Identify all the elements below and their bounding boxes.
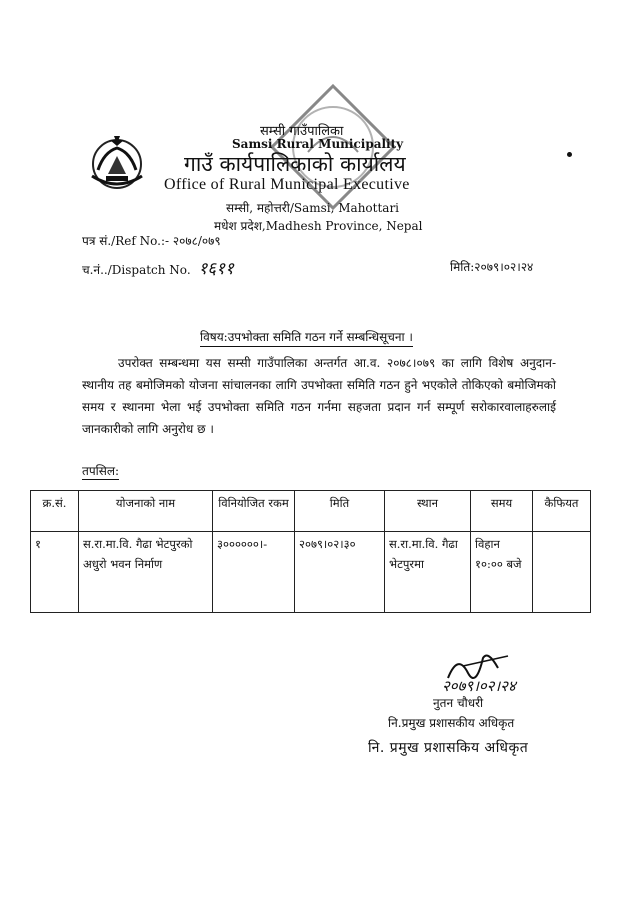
ref-value: २०७८/०७९ xyxy=(172,234,221,248)
designation-stamp: नि. प्रमुख प्रशासकिय अधिकृत xyxy=(368,740,529,756)
letter-subject: विषय:उपभोक्ता समिति गठन गर्ने सम्बन्धिसूचना । xyxy=(200,328,413,347)
punch-hole-mark xyxy=(567,152,572,157)
signature-date: २०७९।०२।२४ xyxy=(442,677,516,695)
signatory-name: नुतन चौधरी xyxy=(433,696,484,710)
col-header-date: मिति xyxy=(295,491,385,532)
col-header-place: स्थान xyxy=(385,491,471,532)
signatory-title: नि.प्रमुख प्रशासकीय अधिकृत xyxy=(388,716,515,730)
letter-date xyxy=(450,258,533,275)
schedule-table xyxy=(30,490,591,613)
col-header-amount: विनियोजित रकम xyxy=(213,491,295,532)
table-row xyxy=(31,532,591,613)
cell-serial: १ xyxy=(31,532,79,613)
col-header-time: समय xyxy=(471,491,533,532)
reference-number xyxy=(82,232,221,249)
cell-remarks xyxy=(533,532,591,613)
cell-amount: ३००००००।- xyxy=(213,532,295,613)
address-line-2: मधेश प्रदेश,Madhesh Province, Nepal xyxy=(214,219,423,233)
dispatch-label: च.नं../Dispatch No. xyxy=(82,263,191,277)
date-value: २०७९।०२।२४ xyxy=(474,260,534,274)
details-label: तपसिल: xyxy=(82,464,120,478)
letter-body: उपरोक्त सम्बन्धमा यस सम्सी गाउँपालिका अन्तर्गत आ.व. २०७८।०७९ का लागि विशेष अनुदान-स्थानीय तह बमोजिमको योजना सांचालनका लागि उपभोक्ता समिति गठन हुने भएकोले तोकिएको बमोजिमको समय र स्थानमा भेला भई उपभोक्ता समिति गठन गर्नमा सहजता प्रदान गर्न सम्पूर्ण सरोकारवालाहरुलाई जानकारीको लागि अनुरोध छ । xyxy=(82,356,556,436)
col-header-serial: क्र.सं. xyxy=(31,491,79,532)
municipality-name-english: Samsi Rural Municipality xyxy=(232,137,404,151)
address-line-1: सम्सी, महोत्तरी/Samsi, Mahottari xyxy=(226,201,400,215)
cell-place: स.रा.मा.वि. गैढा भेटपुरमा xyxy=(385,532,471,613)
nepal-emblem-icon xyxy=(84,130,150,194)
cell-time: विहान १०:०० बजे xyxy=(471,532,533,613)
dispatch-value: १६११ xyxy=(198,259,234,279)
col-header-remarks: कैफियत xyxy=(533,491,591,532)
col-header-project: योजनाको नाम xyxy=(79,491,213,532)
municipality-name-nepali: सम्सी गाउँपालिका xyxy=(260,124,344,139)
ref-label: पत्र सं./Ref No.:- xyxy=(82,234,170,248)
office-name-english: Office of Rural Municipal Executive xyxy=(164,176,410,193)
dispatch-number xyxy=(82,256,234,279)
cell-date: २०७९।०२।३० xyxy=(295,532,385,613)
date-label: मिति: xyxy=(450,260,475,274)
table-header-row xyxy=(31,491,591,532)
office-name-nepali: गाउँ कार्यपालिकाको कार्यालय xyxy=(184,152,406,176)
cell-project: स.रा.मा.वि. गैढा भेटपुरको अधुरो भवन निर्माण xyxy=(79,532,213,613)
